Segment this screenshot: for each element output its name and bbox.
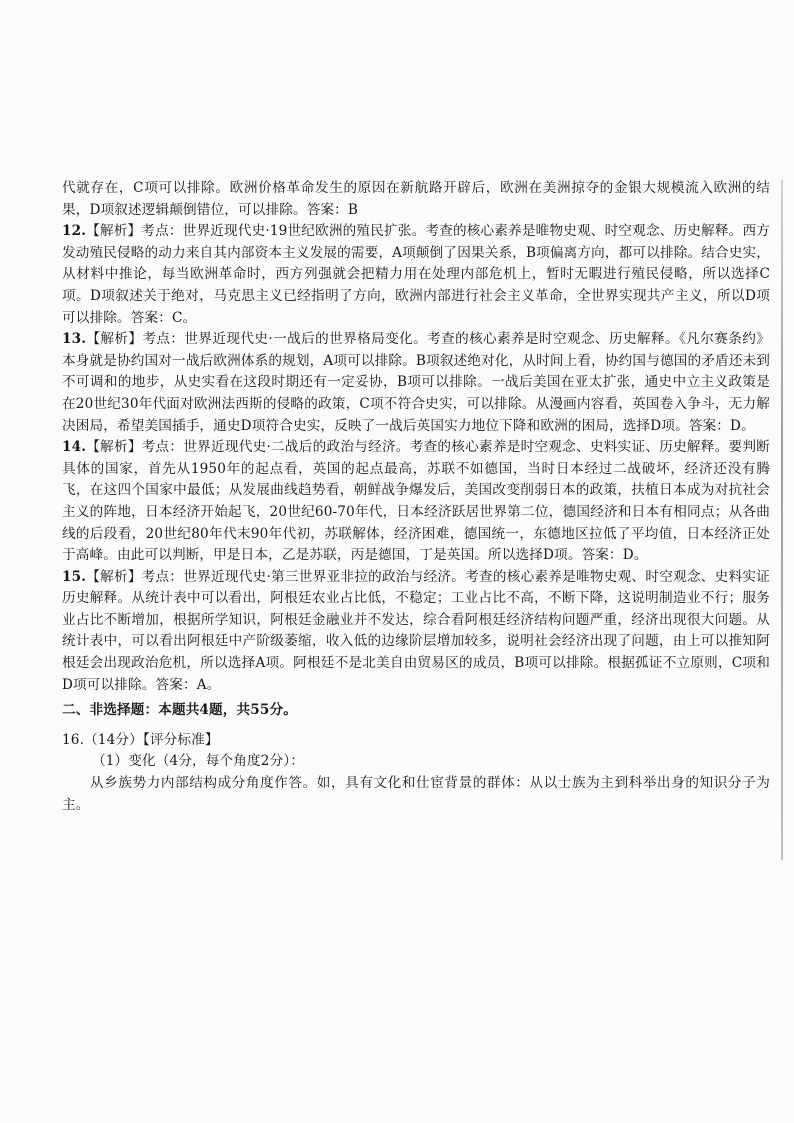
item-text: 【解析】考点：世界近现代史·第三世界亚非拉的政治与经济。考查的核心素养是唯物史观、时空观念、史料实证 历史解释。从统计表中可以看出，阿根廷农业占比低，不稳定；工业占比不高，不断下降，这说明制造业不行；服务业占比不断增加，根据所学知识，阿根廷金融业并不发达，综合看阿根廷经济结构问题严重，经济出现很大问题。从统计表中，可以看出阿根廷中产阶级萎缩，收入低的边缘阶层增加较多，说明社会经济出现了问题，由上可以推知阿根廷会出现政治危机，所以选择A项。阿根廷不是北美自由贸易区的成员，B项可以排除。根据孤证不立原则，C项和D项可以排除。答案：A。 <box>62 568 770 693</box>
answer-content <box>62 178 770 816</box>
answer-item-14 <box>62 437 770 567</box>
answer-item-13 <box>62 329 770 437</box>
answer-item-15 <box>62 567 770 697</box>
q16-header: 16.（14分）【评分标准】 <box>62 731 219 748</box>
item-number: 14. <box>62 439 87 456</box>
q16-subheading: （1）变化（4分，每个角度2分）： <box>92 753 305 770</box>
item-number: 15. <box>62 568 87 585</box>
item-text: 【解析】考点：世界近现代史·19世纪欧洲的殖民扩张。考查的核心素养是唯物史观、时空观念、历史解释。西方发动殖民侵略的动力来自其内部资本主义发展的需要，A项颠倒了因果关系，B项偏离方向，都可以排除。结合史实，从材料中推论，每当欧洲革命时，西方列强就会把精力用在处理内部危机上，暂时无暇进行殖民侵略，所以选择C项。D项叙述关于绝对，马克思主义已经指明了方向，欧洲内部进行社会主义革命，全世界实现共产主义，所以D项可以排除。答案：C。 <box>62 223 770 326</box>
answer-item-12 <box>62 221 770 329</box>
scan-edge-shadow <box>781 180 783 860</box>
q16-body: 从乡族势力内部结构成分角度作答。如，具有文化和仕宦背景的群体：从以士族为主到科举出身的知识分子为主。 <box>62 775 770 813</box>
item-number: 13. <box>62 331 87 348</box>
section-heading: 二、非选择题：本题共4题，共55分。 <box>62 702 297 719</box>
item-number: 12. <box>62 223 87 240</box>
item-text: 【解析】考点：世界近现代史·一战后的世界格局变化。考查的核心素养是时空观念、历史解释。《凡尔赛条约》本身就是协约国对一战后欧洲体系的规划，A项可以排除。B项叙述绝对化，从时间上看，协约国与德国的矛盾还未到不可调和的地步，从史实看在这段时期还有一定妥协，B项可以排除。一战后美国在亚太扩张，通史中立主义政策是在20世纪30年代面对欧洲法西斯的侵略的政策，C项不符合史实，可以排除。从漫画内容看，英国卷入争斗，无力解决困局，希望美国插手，通史D项符合史实，反映了一战后英国实力地位下降和欧洲的困局，选择D项。答案：D。 <box>62 331 770 434</box>
continuation-paragraph: 代就存在，C项可以排除。欧洲价格革命发生的原因在新航路开辟后，欧洲在美洲掠夺的金银大规模流入欧洲的结果，D项叙述逻辑颠倒错位，可以排除。答案：B <box>62 180 770 218</box>
item-text: 【解析】考点：世界近现代史·二战后的政治与经济。考查的核心素养是时空观念、史料实证、历史解释。要判断具体的国家，首先从1950年的起点看，英国的起点最高，苏联不如德国，当时日本经过二战破坏，经济还没有腾飞，在这四个国家中最低；从发展曲线趋势看，朝鲜战争爆发后，美国改变削弱日本的政策，扶植日本成为对抗社会主义的阵地，日本经济开始起飞，20世纪60-70年代，日本经济跃居世界第二位，德国经济和日本有相同点；从各曲线的后段看，20世纪80年代末90年代初，苏联解体，经济困难，德国统一，东德地区拉低了平均值，日本经济正处于高峰。由此可以判断，甲是日本，乙是苏联，丙是德国，丁是英国。所以选择D项。答案：D。 <box>62 439 770 564</box>
